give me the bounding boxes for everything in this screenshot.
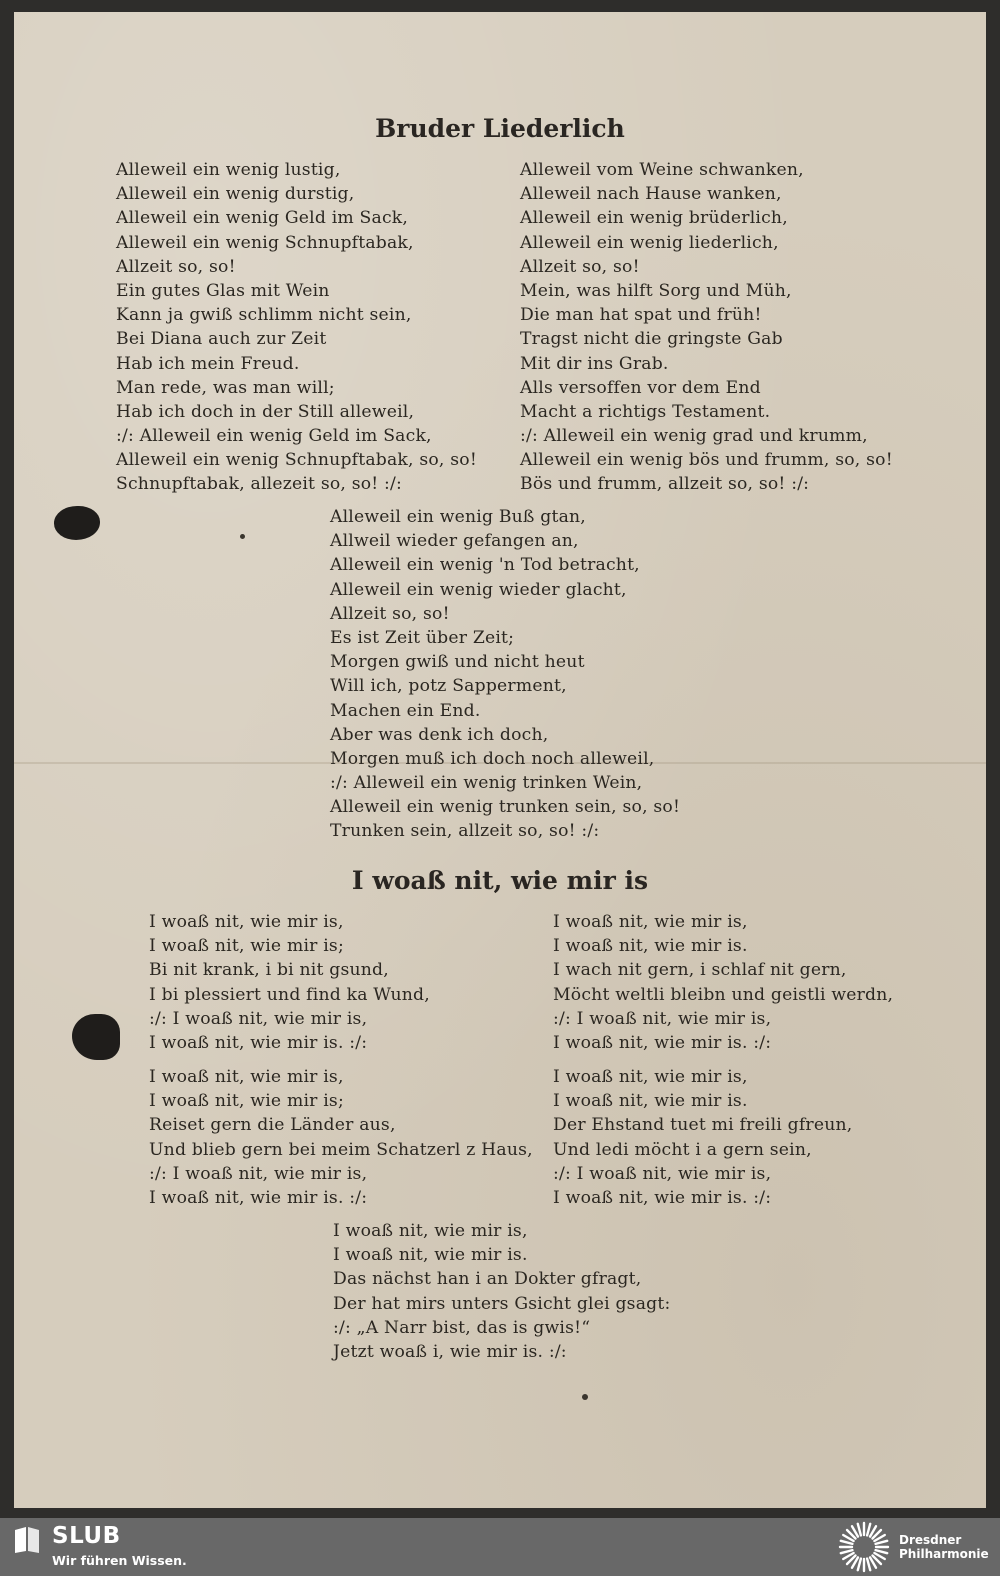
verse-line: Morgen gwiß und nicht heut xyxy=(330,652,585,673)
verse-line: Alleweil ein wenig Schnupftabak, so, so! xyxy=(116,450,477,471)
ink-speck xyxy=(240,534,245,539)
verse-line: Ein gutes Glas mit Wein xyxy=(116,280,330,301)
verse-line: Man rede, was man will; xyxy=(116,377,335,398)
verse-line: Das nächst han i an Dokter gfragt, xyxy=(333,1269,642,1290)
verse-line: I woaß nit, wie mir is; xyxy=(149,1091,344,1112)
verse-line: :/: I woaß nit, wie mir is, xyxy=(553,1163,772,1184)
verse-line: Alls versoffen vor dem End xyxy=(520,377,761,398)
verse-line: Und ledi möcht i a gern sein, xyxy=(553,1139,812,1160)
verse-line: Kann ja gwiß schlimm nicht sein, xyxy=(116,305,412,326)
verse-line: I woaß nit, wie mir is. :/: xyxy=(149,1032,368,1053)
verse-line: Der Ehstand tuet mi freili gfreun, xyxy=(553,1115,853,1136)
verse-line: Alleweil ein wenig brüderlich, xyxy=(520,208,788,229)
verse-line: Und blieb gern bei meim Schatzerl z Haus, xyxy=(149,1139,533,1160)
verse-line: Mit dir ins Grab. xyxy=(520,353,669,374)
verse-line: Aber was denk ich doch, xyxy=(330,724,549,745)
verse-line: Mein, was hilft Sorg und Müh, xyxy=(520,280,792,301)
verse-line: I woaß nit, wie mir is. :/: xyxy=(553,1187,772,1208)
verse-line: :/: Alleweil ein wenig trinken Wein, xyxy=(330,773,643,794)
verse-line: :/: Alleweil ein wenig Geld im Sack, xyxy=(116,426,432,447)
song2-verse-5 xyxy=(333,1219,670,1364)
song2-verse-3 xyxy=(149,1065,533,1210)
philharmonie-logo-line2[interactable]: Philharmonie xyxy=(899,1547,989,1561)
verse-line: Die man hat spat und früh! xyxy=(520,305,762,326)
verse-line: Morgen muß ich doch noch alleweil, xyxy=(330,748,655,769)
ink-speck xyxy=(582,1394,588,1400)
verse-line: I woaß nit, wie mir is. :/: xyxy=(149,1187,368,1208)
verse-line: Alleweil ein wenig Geld im Sack, xyxy=(116,208,409,229)
verse-line: Macht a richtigs Testament. xyxy=(520,401,771,422)
verse-line: Alleweil ein wenig Buß gtan, xyxy=(330,507,586,527)
verse-line: Alleweil ein wenig trunken sein, so, so! xyxy=(330,797,681,818)
punch-hole-lower xyxy=(72,1014,120,1060)
slub-tagline: Wir führen Wissen. xyxy=(52,1553,187,1568)
verse-line: Alleweil vom Weine schwanken, xyxy=(520,160,804,180)
verse-line: :/: I woaß nit, wie mir is, xyxy=(149,1163,368,1184)
verse-line: Der hat mirs unters Gsicht glei gsagt: xyxy=(333,1293,671,1314)
verse-line: Es ist Zeit über Zeit; xyxy=(330,627,515,648)
verse-line: Hab ich doch in der Still alleweil, xyxy=(116,401,415,422)
verse-line: Jetzt woaß i, wie mir is. :/: xyxy=(333,1341,567,1362)
verse-line: I woaß nit, wie mir is. xyxy=(553,936,748,957)
verse-line: Alleweil ein wenig lustig, xyxy=(116,160,341,180)
verse-line: I woaß nit, wie mir is, xyxy=(333,1221,528,1241)
verse-line: I bi plessiert und find ka Wund, xyxy=(149,984,430,1005)
verse-line: Schnupftabak, allezeit so, so! :/: xyxy=(116,474,403,495)
verse-line: Alleweil ein wenig liederlich, xyxy=(520,232,779,253)
verse-line: Reiset gern die Länder aus, xyxy=(149,1115,396,1136)
slub-book-icon[interactable] xyxy=(14,1526,40,1554)
verse-line: Bei Diana auch zur Zeit xyxy=(116,329,327,350)
song1-column-left xyxy=(116,158,477,497)
verse-line: Alleweil ein wenig 'n Tod betracht, xyxy=(330,555,640,576)
verse-line: Alleweil nach Hause wanken, xyxy=(520,184,782,205)
verse-line: I woaß nit, wie mir is, xyxy=(553,912,748,932)
verse-line: I woaß nit, wie mir is, xyxy=(149,912,344,932)
verse-line: Allzeit so, so! xyxy=(116,256,236,277)
song2-verse-1 xyxy=(149,910,430,1055)
verse-line: Alleweil ein wenig wieder glacht, xyxy=(330,579,627,600)
verse-line: Hab ich mein Freud. xyxy=(116,353,300,374)
verse-line: Alleweil ein wenig Schnupftabak, xyxy=(116,232,414,253)
verse-line: :/: I woaß nit, wie mir is, xyxy=(553,1008,772,1029)
philharmonie-sunburst-icon[interactable] xyxy=(838,1521,890,1573)
verse-line: :/: Alleweil ein wenig grad und krumm, xyxy=(520,426,868,447)
verse-line: :/: I woaß nit, wie mir is, xyxy=(149,1008,368,1029)
verse-line: Tragst nicht die gringste Gab xyxy=(520,329,783,350)
verse-line: Allweil wieder gefangen an, xyxy=(330,531,579,552)
verse-line: I woaß nit, wie mir is. xyxy=(333,1245,528,1266)
verse-line: I woaß nit, wie mir is. xyxy=(553,1091,748,1112)
verse-line: I woaß nit, wie mir is, xyxy=(553,1067,748,1087)
slub-logo-text[interactable]: SLUB xyxy=(52,1523,121,1549)
song-title-bruder-liederlich: Bruder Liederlich xyxy=(375,114,625,143)
verse-line: Machen ein End. xyxy=(330,700,481,721)
verse-line: Bös und frumm, allzeit so, so! :/: xyxy=(520,474,810,495)
verse-line: :/: „A Narr bist, das is gwis!“ xyxy=(333,1317,591,1338)
song1-column-center xyxy=(330,505,680,844)
philharmonie-logo-line1[interactable]: Dresdner xyxy=(899,1533,962,1547)
song2-verse-2 xyxy=(553,910,893,1055)
song-title-i-woass-nit: I woaß nit, wie mir is xyxy=(351,866,649,895)
verse-line: I woaß nit, wie mir is, xyxy=(149,1067,344,1087)
verse-line: I wach nit gern, i schlaf nit gern, xyxy=(553,960,847,981)
verse-line: I woaß nit, wie mir is. :/: xyxy=(553,1032,772,1053)
verse-line: Allzeit so, so! xyxy=(520,256,640,277)
verse-line: Alleweil ein wenig durstig, xyxy=(116,184,355,205)
verse-line: I woaß nit, wie mir is; xyxy=(149,936,344,957)
verse-line: Trunken sein, allzeit so, so! :/: xyxy=(330,821,600,842)
verse-line: Bi nit krank, i bi nit gsund, xyxy=(149,960,389,981)
footer-bar xyxy=(0,1518,1000,1576)
verse-line: Will ich, potz Sapperment, xyxy=(330,676,567,697)
verse-line: Möcht weltli bleibn und geistli werdn, xyxy=(553,984,894,1005)
song1-column-right xyxy=(520,158,893,497)
verse-line: Alleweil ein wenig bös und frumm, so, so! xyxy=(520,450,893,471)
song2-verse-4 xyxy=(553,1065,852,1210)
verse-line: Allzeit so, so! xyxy=(330,603,450,624)
